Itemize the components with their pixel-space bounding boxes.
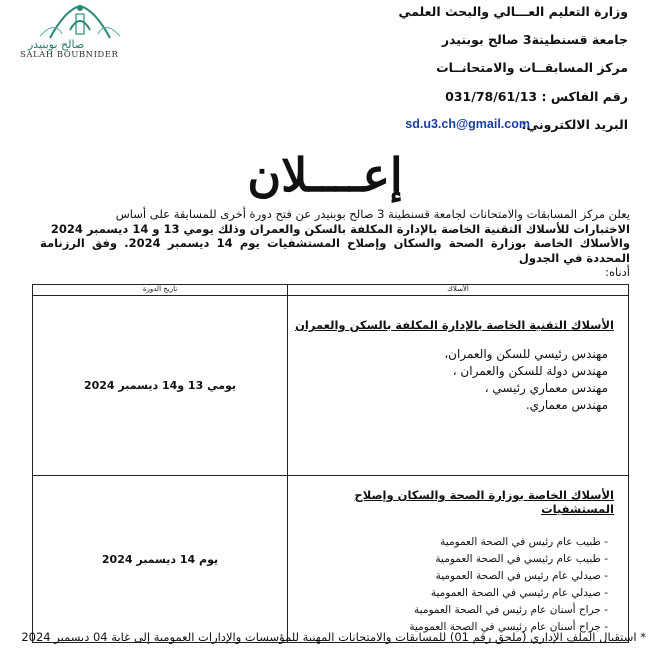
header-date: تاريخ الدورة xyxy=(33,285,288,296)
date-cell: يومي 13 و14 ديسمبر 2024 xyxy=(33,296,288,476)
intro-line-3: والأسلاك الخاصة بوزارة الصحة والسكان وإصلاح المستشفيات يوم 14 ديسمبر 2024. وفق الرزنامة المحددة في الجدول xyxy=(40,236,630,265)
intro-line-2: الاختبارات للأسلاك التقنية الخاصة بالإدارة المكلفة بالسكن والعمران وذلك يومي 13 و 14 ديسمبر 2024 xyxy=(50,221,630,236)
list-item: - صيدلي عام رئيسي في الصحة العمومية xyxy=(430,587,608,599)
intro-line-4: أدناه: xyxy=(605,265,630,279)
fax-number: رقم الفاكس : 031/78/61/13 xyxy=(445,89,628,104)
table-row xyxy=(33,476,629,643)
intro-line-1: يعلن مركز المسابقات والامتحانات لجامعة قسنطينة 3 صالح بوبنيدر عن فتح دورة أخرى للمسابقة على أساس xyxy=(115,207,630,221)
corps-list xyxy=(288,534,628,642)
list-item: - طبيب عام رئيس في الصحة العمومية xyxy=(440,536,608,548)
list-item: مهندس معماري. xyxy=(525,398,608,412)
list-item: - صيدلي عام رئيس في الصحة العمومية xyxy=(435,570,608,582)
center-name: مركز المسابقــات والامتحانــات xyxy=(436,60,628,75)
corps-cell xyxy=(288,476,629,643)
schedule-table xyxy=(32,284,629,643)
university-name: جامعة قسنطينة3 صالح بوبنيدر xyxy=(441,32,628,47)
corps-list xyxy=(288,346,628,422)
table-header-row xyxy=(33,285,629,296)
logo-emblem-icon xyxy=(10,0,150,40)
table-row xyxy=(33,296,629,476)
email-address[interactable]: sd.u3.ch@gmail.com xyxy=(405,117,530,131)
list-item: - جراح أسنان عام رئيسي في الصحة العمومية xyxy=(409,621,608,633)
corps-cell xyxy=(288,296,629,476)
logo-latin-text: SALAH BOUBNIDER xyxy=(20,50,119,60)
logo-arabic-text: صالح بوبنيدر xyxy=(28,38,85,51)
list-item: مهندس رئيسي للسكن والعمران، xyxy=(444,347,608,361)
header-corps: الأسلاك xyxy=(288,285,629,296)
intro-paragraph xyxy=(40,207,630,280)
ministry-name: وزارة التعليم العـــالي والبحث العلمي xyxy=(398,4,628,19)
footer-note: * استقبال الملف الإداري (ملحق رقم 01) للمسابقات والامتحانات المهنية للمؤسسات والإدارات العمومية إلى غاية 04 ديسمبر 2024 xyxy=(21,630,646,644)
list-item: - طبيب عام رئيسي في الصحة العمومية xyxy=(435,553,608,565)
email-label: البريد الالكتروني: xyxy=(521,117,628,132)
category-title: الأسلاك الخاصة بوزارة الصحة والسكان وإصلاح المستشفيات xyxy=(354,488,614,516)
list-item: - جراح أسنان عام رئيس في الصحة العمومية xyxy=(414,604,608,616)
announcement-title: إعــــلان xyxy=(247,148,403,202)
list-item: مهندس معماري رئيسي ، xyxy=(484,381,608,395)
list-item: مهندس دولة للسكن والعمران ، xyxy=(452,364,608,378)
category-title: الأسلاك التقنية الخاصة بالإدارة المكلفة بالسكن والعمران xyxy=(295,318,614,332)
date-cell: يوم 14 ديسمبر 2024 xyxy=(33,476,288,643)
